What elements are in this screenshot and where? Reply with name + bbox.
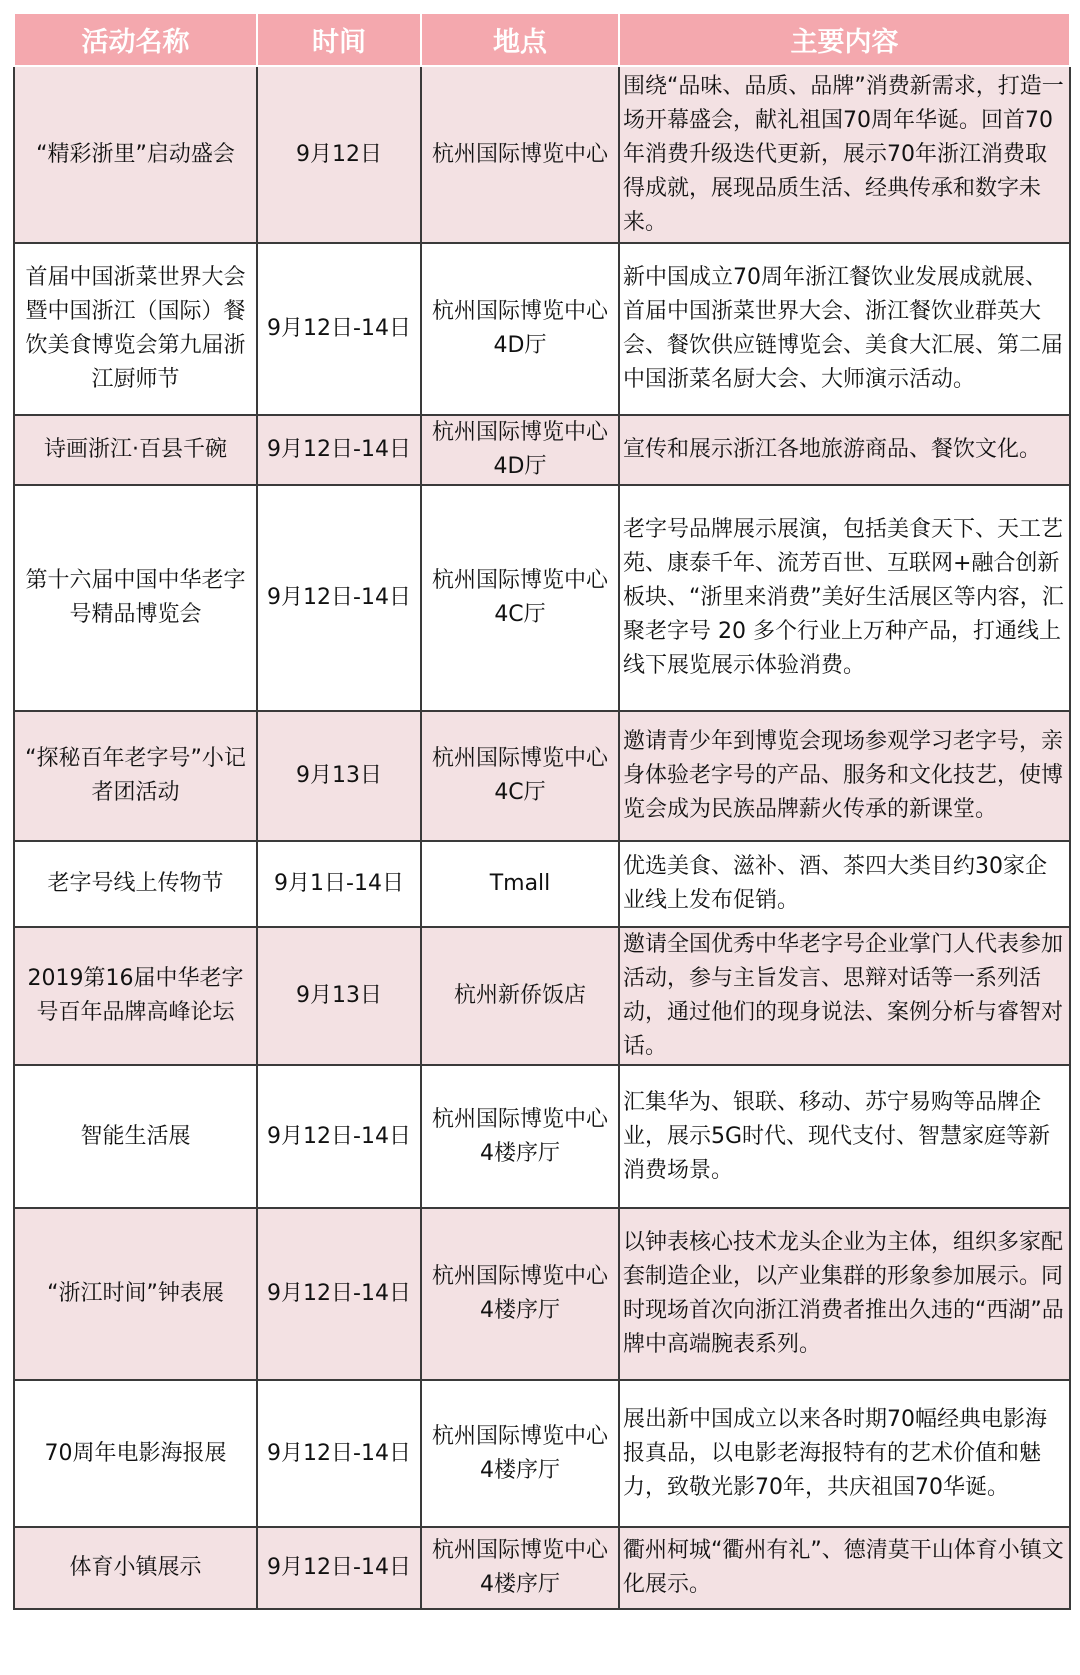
table-row <box>14 243 1070 415</box>
table-row <box>14 66 1070 243</box>
header-name: 活动名称 <box>14 13 257 66</box>
table-row <box>14 1208 1070 1380</box>
event-venue: 杭州国际博览中心4楼序厅 <box>421 1065 619 1208</box>
event-content: 宣传和展示浙江各地旅游商品、餐饮文化。 <box>619 415 1070 485</box>
event-venue: 杭州国际博览中心4D厅 <box>421 415 619 485</box>
event-time: 9月13日 <box>257 711 421 841</box>
event-name: 智能生活展 <box>14 1065 257 1208</box>
event-content: 以钟表核心技术龙头企业为主体，组织多家配套制造企业，以产业集群的形象参加展示。同时现场首次向浙江消费者推出久违的“西湖”品牌中高端腕表系列。 <box>619 1208 1070 1380</box>
event-time: 9月12日-14日 <box>257 1065 421 1208</box>
event-name: “探秘百年老字号”小记者团活动 <box>14 711 257 841</box>
event-content: 围绕“品味、品质、品牌”消费新需求，打造一场开幕盛会，献礼祖国70周年华诞。回首70年消费升级迭代更新，展示70年浙江消费取得成就，展现品质生活、经典传承和数字未来。 <box>619 66 1070 243</box>
event-name: 首届中国浙菜世界大会暨中国浙江（国际）餐饮美食博览会第九届浙江厨师节 <box>14 243 257 415</box>
event-time: 9月12日-14日 <box>257 1527 421 1609</box>
table-row <box>14 927 1070 1065</box>
event-name: 诗画浙江·百县千碗 <box>14 415 257 485</box>
event-venue: 杭州国际博览中心 <box>421 66 619 243</box>
event-time: 9月12日-14日 <box>257 1380 421 1527</box>
event-time: 9月12日-14日 <box>257 243 421 415</box>
event-name: 第十六届中国中华老字号精品博览会 <box>14 485 257 711</box>
event-name: 70周年电影海报展 <box>14 1380 257 1527</box>
event-name: 老字号线上传物节 <box>14 841 257 927</box>
event-venue: 杭州国际博览中心4楼序厅 <box>421 1527 619 1609</box>
table-header-row <box>14 13 1070 66</box>
event-venue: 杭州国际博览中心4楼序厅 <box>421 1208 619 1380</box>
event-time: 9月1日-14日 <box>257 841 421 927</box>
event-content: 汇集华为、银联、移动、苏宁易购等品牌企业，展示5G时代、现代支付、智慧家庭等新消费场景。 <box>619 1065 1070 1208</box>
event-content: 邀请全国优秀中华老字号企业掌门人代表参加活动，参与主旨发言、思辩对话等一系列活动，通过他们的现身说法、案例分析与睿智对话。 <box>619 927 1070 1065</box>
event-content: 优选美食、滋补、酒、茶四大类目约30家企业线上发布促销。 <box>619 841 1070 927</box>
event-name: 2019第16届中华老字号百年品牌高峰论坛 <box>14 927 257 1065</box>
event-venue: Tmall <box>421 841 619 927</box>
event-content: 展出新中国成立以来各时期70幅经典电影海报真品，以电影老海报特有的艺术价值和魅力，致敬光影70年，共庆祖国70华诞。 <box>619 1380 1070 1527</box>
event-venue: 杭州新侨饭店 <box>421 927 619 1065</box>
table-row <box>14 1065 1070 1208</box>
table-row <box>14 1380 1070 1527</box>
table-row <box>14 711 1070 841</box>
event-time: 9月12日-14日 <box>257 415 421 485</box>
header-content: 主要内容 <box>619 13 1070 66</box>
event-name: “精彩浙里”启动盛会 <box>14 66 257 243</box>
table-row <box>14 485 1070 711</box>
table-row <box>14 841 1070 927</box>
event-time: 9月12日 <box>257 66 421 243</box>
header-time: 时间 <box>257 13 421 66</box>
events-table <box>13 12 1071 1610</box>
event-content: 邀请青少年到博览会现场参观学习老字号，亲身体验老字号的产品、服务和文化技艺，使博览会成为民族品牌薪火传承的新课堂。 <box>619 711 1070 841</box>
event-venue: 杭州国际博览中心4C厅 <box>421 485 619 711</box>
event-content: 新中国成立70周年浙江餐饮业发展成就展、首届中国浙菜世界大会、浙江餐饮业群英大会、餐饮供应链博览会、美食大汇展、第二届中国浙菜名厨大会、大师演示活动。 <box>619 243 1070 415</box>
event-time: 9月12日-14日 <box>257 1208 421 1380</box>
event-time: 9月12日-14日 <box>257 485 421 711</box>
header-venue: 地点 <box>421 13 619 66</box>
event-content: 老字号品牌展示展演，包括美食天下、天工艺苑、康泰千年、流芳百世、互联网+融合创新板块、“浙里来消费”美好生活展区等内容，汇聚老字号 20 多个行业上万种产品，打通线上线下展览展示体验消费。 <box>619 485 1070 711</box>
event-name: 体育小镇展示 <box>14 1527 257 1609</box>
event-time: 9月13日 <box>257 927 421 1065</box>
event-venue: 杭州国际博览中心4楼序厅 <box>421 1380 619 1527</box>
event-venue: 杭州国际博览中心4C厅 <box>421 711 619 841</box>
event-content: 衢州柯城“衢州有礼”、德清莫干山体育小镇文化展示。 <box>619 1527 1070 1609</box>
table-row <box>14 1527 1070 1609</box>
event-name: “浙江时间”钟表展 <box>14 1208 257 1380</box>
event-venue: 杭州国际博览中心4D厅 <box>421 243 619 415</box>
table-row <box>14 415 1070 485</box>
